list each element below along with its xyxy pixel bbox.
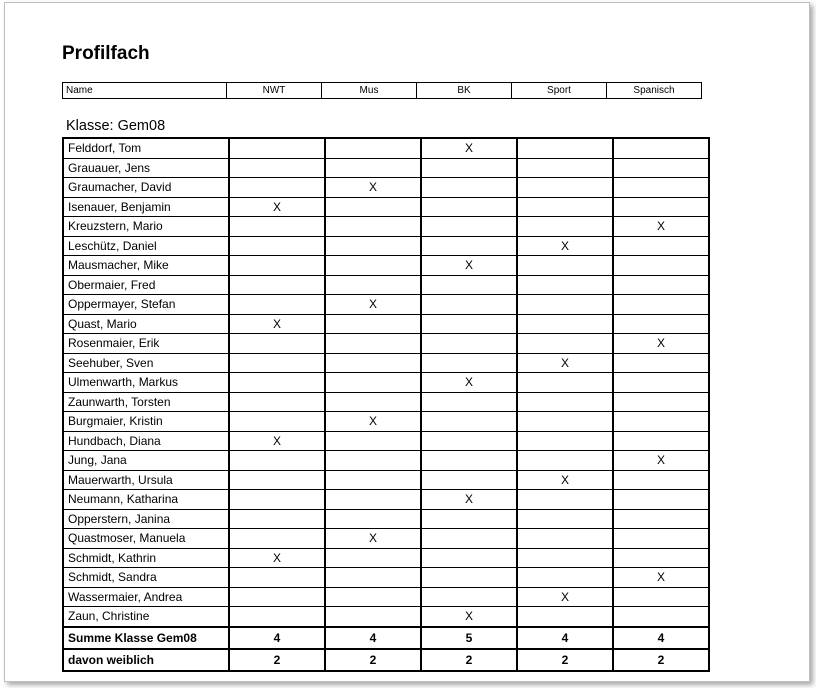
mark-cell	[421, 470, 517, 490]
student-name: Hundbach, Diana	[63, 431, 229, 451]
student-name: Kreuzstern, Mario	[63, 217, 229, 237]
mark-cell	[421, 178, 517, 198]
mark-cell	[421, 412, 517, 432]
header-subject: BK	[417, 83, 512, 99]
mark-cell: X	[421, 607, 517, 627]
student-name: Burgmaier, Kristin	[63, 412, 229, 432]
student-name: Ulmenwarth, Markus	[63, 373, 229, 393]
mark-cell: X	[325, 295, 421, 315]
mark-cell	[421, 295, 517, 315]
mark-cell	[517, 275, 613, 295]
mark-cell: X	[613, 334, 709, 354]
mark-cell	[421, 529, 517, 549]
mark-cell	[229, 509, 325, 529]
mark-cell	[229, 236, 325, 256]
mark-cell	[517, 217, 613, 237]
student-name: Seehuber, Sven	[63, 353, 229, 373]
mark-cell: X	[421, 490, 517, 510]
total-cell: 2	[229, 649, 325, 671]
mark-cell	[613, 353, 709, 373]
mark-cell	[613, 412, 709, 432]
total-cell: 4	[517, 627, 613, 649]
mark-cell	[325, 373, 421, 393]
page-title: Profilfach	[62, 43, 150, 64]
table-row	[63, 607, 709, 627]
mark-cell	[421, 548, 517, 568]
table-row	[63, 158, 709, 178]
mark-cell	[421, 431, 517, 451]
mark-cell	[517, 490, 613, 510]
mark-cell	[613, 529, 709, 549]
student-name: Mausmacher, Mike	[63, 256, 229, 276]
mark-cell: X	[325, 529, 421, 549]
student-name: Wassermaier, Andrea	[63, 587, 229, 607]
mark-cell: X	[613, 451, 709, 471]
table-row	[63, 197, 709, 217]
total-cell: 4	[613, 627, 709, 649]
mark-cell	[229, 470, 325, 490]
mark-cell: X	[421, 373, 517, 393]
mark-cell: X	[613, 568, 709, 588]
table-row	[63, 490, 709, 510]
summary-row	[63, 627, 709, 649]
table-row	[63, 178, 709, 198]
mark-cell	[229, 529, 325, 549]
mark-cell	[517, 373, 613, 393]
student-name: Oppermayer, Stefan	[63, 295, 229, 315]
mark-cell	[229, 334, 325, 354]
mark-cell	[325, 217, 421, 237]
mark-cell	[421, 197, 517, 217]
student-name: Zaunwarth, Torsten	[63, 392, 229, 412]
mark-cell	[325, 353, 421, 373]
student-name: Quastmoser, Manuela	[63, 529, 229, 549]
header-row	[63, 83, 702, 99]
mark-cell	[517, 529, 613, 549]
mark-cell	[325, 158, 421, 178]
mark-cell: X	[517, 587, 613, 607]
mark-cell	[517, 509, 613, 529]
mark-cell	[613, 197, 709, 217]
mark-cell	[517, 138, 613, 158]
mark-cell	[421, 568, 517, 588]
total-cell: 2	[613, 649, 709, 671]
table-row	[63, 548, 709, 568]
mark-cell	[517, 197, 613, 217]
header-subject: Spanisch	[607, 83, 702, 99]
mark-cell	[613, 470, 709, 490]
student-name: Schmidt, Sandra	[63, 568, 229, 588]
mark-cell	[517, 392, 613, 412]
mark-cell: X	[325, 178, 421, 198]
student-name: Zaun, Christine	[63, 607, 229, 627]
student-name: Grauauer, Jens	[63, 158, 229, 178]
student-name: Rosenmaier, Erik	[63, 334, 229, 354]
mark-cell	[325, 138, 421, 158]
mark-cell	[229, 158, 325, 178]
student-name: Mauerwarth, Ursula	[63, 470, 229, 490]
student-name: Schmidt, Kathrin	[63, 548, 229, 568]
table-row	[63, 256, 709, 276]
mark-cell	[421, 392, 517, 412]
total-cell: 4	[229, 627, 325, 649]
student-name: davon weiblich	[63, 649, 229, 671]
mark-cell	[517, 548, 613, 568]
student-name: Obermaier, Fred	[63, 275, 229, 295]
table-row	[63, 236, 709, 256]
mark-cell	[229, 587, 325, 607]
mark-cell	[325, 392, 421, 412]
mark-cell: X	[517, 353, 613, 373]
mark-cell	[325, 431, 421, 451]
mark-cell	[421, 353, 517, 373]
table-row	[63, 373, 709, 393]
mark-cell: X	[517, 470, 613, 490]
mark-cell	[325, 451, 421, 471]
mark-cell	[517, 451, 613, 471]
total-cell: 4	[325, 627, 421, 649]
mark-cell	[613, 236, 709, 256]
mark-cell	[229, 392, 325, 412]
mark-cell	[613, 314, 709, 334]
mark-cell	[613, 373, 709, 393]
mark-cell	[517, 431, 613, 451]
student-name: Leschütz, Daniel	[63, 236, 229, 256]
student-name: Isenauer, Benjamin	[63, 197, 229, 217]
mark-cell	[613, 548, 709, 568]
mark-cell: X	[325, 412, 421, 432]
mark-cell	[613, 587, 709, 607]
student-name: Opperstern, Janina	[63, 509, 229, 529]
table-row	[63, 431, 709, 451]
mark-cell	[325, 236, 421, 256]
mark-cell	[421, 334, 517, 354]
mark-cell: X	[613, 217, 709, 237]
mark-cell	[325, 568, 421, 588]
mark-cell	[421, 217, 517, 237]
mark-cell	[325, 197, 421, 217]
mark-cell	[421, 509, 517, 529]
mark-cell	[325, 334, 421, 354]
mark-cell: X	[421, 256, 517, 276]
mark-cell	[613, 138, 709, 158]
class-label: Klasse: Gem08	[66, 118, 166, 134]
mark-cell	[229, 256, 325, 276]
table-row	[63, 412, 709, 432]
mark-cell	[613, 607, 709, 627]
table-row	[63, 509, 709, 529]
header-name: Name	[63, 83, 227, 99]
table-row	[63, 568, 709, 588]
mark-cell	[517, 568, 613, 588]
header-subject: Mus	[322, 83, 417, 99]
table-row	[63, 275, 709, 295]
table-row	[63, 295, 709, 315]
table-row	[63, 587, 709, 607]
mark-cell	[229, 138, 325, 158]
mark-cell	[421, 314, 517, 334]
mark-cell: X	[229, 548, 325, 568]
mark-cell	[229, 568, 325, 588]
table-row	[63, 314, 709, 334]
mark-cell	[517, 412, 613, 432]
mark-cell	[421, 158, 517, 178]
mark-cell	[613, 275, 709, 295]
mark-cell	[229, 217, 325, 237]
mark-cell	[229, 353, 325, 373]
student-name: Graumacher, David	[63, 178, 229, 198]
mark-cell: X	[229, 314, 325, 334]
total-cell: 5	[421, 627, 517, 649]
mark-cell	[613, 158, 709, 178]
mark-cell	[325, 509, 421, 529]
mark-cell	[517, 178, 613, 198]
mark-cell	[517, 314, 613, 334]
mark-cell	[517, 334, 613, 354]
mark-cell	[325, 490, 421, 510]
student-table	[62, 137, 710, 672]
mark-cell	[229, 607, 325, 627]
mark-cell	[517, 295, 613, 315]
mark-cell	[613, 295, 709, 315]
mark-cell	[613, 256, 709, 276]
mark-cell	[421, 587, 517, 607]
total-cell: 2	[325, 649, 421, 671]
mark-cell	[421, 236, 517, 256]
total-cell: 2	[421, 649, 517, 671]
table-row	[63, 138, 709, 158]
mark-cell	[229, 451, 325, 471]
mark-cell	[229, 373, 325, 393]
mark-cell	[325, 548, 421, 568]
mark-cell	[325, 314, 421, 334]
table-row	[63, 529, 709, 549]
mark-cell	[613, 392, 709, 412]
mark-cell	[325, 470, 421, 490]
table-row	[63, 353, 709, 373]
header-table	[62, 82, 702, 99]
student-name: Quast, Mario	[63, 314, 229, 334]
mark-cell	[229, 275, 325, 295]
table-row	[63, 392, 709, 412]
mark-cell	[421, 451, 517, 471]
mark-cell	[229, 412, 325, 432]
student-name: Jung, Jana	[63, 451, 229, 471]
header-subject: NWT	[227, 83, 322, 99]
mark-cell: X	[517, 236, 613, 256]
total-cell: 2	[517, 649, 613, 671]
document-page	[4, 2, 810, 682]
mark-cell	[229, 490, 325, 510]
mark-cell	[613, 431, 709, 451]
mark-cell	[229, 178, 325, 198]
mark-cell	[325, 587, 421, 607]
header-subject: Sport	[512, 83, 607, 99]
mark-cell	[325, 607, 421, 627]
student-name: Summe Klasse Gem08	[63, 627, 229, 649]
student-name: Neumann, Katharina	[63, 490, 229, 510]
mark-cell	[517, 256, 613, 276]
table-row	[63, 470, 709, 490]
table-row	[63, 334, 709, 354]
mark-cell	[325, 275, 421, 295]
female-count-row	[63, 649, 709, 671]
mark-cell	[613, 509, 709, 529]
mark-cell: X	[229, 431, 325, 451]
mark-cell	[229, 295, 325, 315]
mark-cell	[613, 178, 709, 198]
student-name: Felddorf, Tom	[63, 138, 229, 158]
mark-cell	[613, 490, 709, 510]
mark-cell	[517, 607, 613, 627]
mark-cell	[517, 158, 613, 178]
mark-cell: X	[229, 197, 325, 217]
table-row	[63, 451, 709, 471]
mark-cell	[421, 275, 517, 295]
table-row	[63, 217, 709, 237]
mark-cell: X	[421, 138, 517, 158]
mark-cell	[325, 256, 421, 276]
